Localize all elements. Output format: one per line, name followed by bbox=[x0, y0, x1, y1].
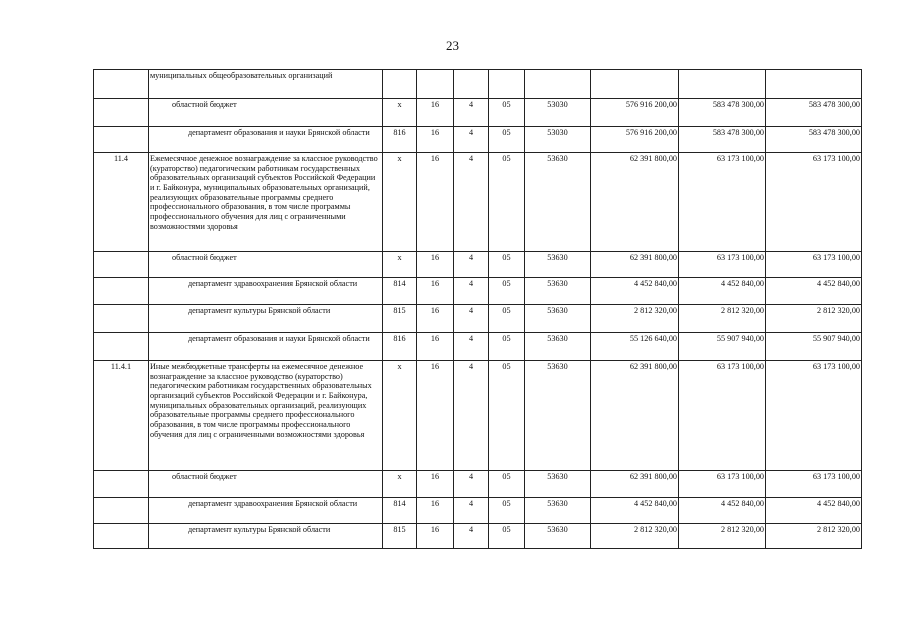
amount-year1-cell: 4 452 840,00 bbox=[591, 498, 679, 524]
department-code-cell: 814 bbox=[383, 278, 417, 305]
amount-year2-cell: 55 907 940,00 bbox=[679, 333, 766, 361]
section-code-cell: 16 bbox=[417, 99, 454, 127]
section-code-cell: 16 bbox=[417, 498, 454, 524]
row-number-cell: 11.4 bbox=[94, 153, 149, 252]
table-row bbox=[94, 471, 862, 498]
expense-code-cell: 53630 bbox=[525, 305, 591, 333]
subsection-code-cell: 4 bbox=[454, 252, 489, 278]
program-code-cell: 05 bbox=[489, 127, 525, 153]
program-code-cell: 05 bbox=[489, 361, 525, 471]
description-cell bbox=[149, 127, 383, 153]
department-code-cell: 816 bbox=[383, 127, 417, 153]
amount-year2-cell: 4 452 840,00 bbox=[679, 498, 766, 524]
table-row bbox=[94, 127, 862, 153]
department-code-cell: x bbox=[383, 99, 417, 127]
department-code-cell: 815 bbox=[383, 524, 417, 549]
amount-year3-cell: 63 173 100,00 bbox=[766, 153, 862, 252]
amount-year2-cell: 4 452 840,00 bbox=[679, 278, 766, 305]
program-code-cell: 05 bbox=[489, 305, 525, 333]
amount-year3-cell: 63 173 100,00 bbox=[766, 471, 862, 498]
row-number-cell bbox=[94, 127, 149, 153]
description-cell bbox=[149, 305, 383, 333]
section-code-cell: 16 bbox=[417, 333, 454, 361]
expense-code-cell: 53630 bbox=[525, 333, 591, 361]
amount-year1-cell: 4 452 840,00 bbox=[591, 278, 679, 305]
description-cell bbox=[149, 252, 383, 278]
description-cell bbox=[149, 99, 383, 127]
description-cell: Ежемесячное денежное вознаграждение за классное руководство (кураторство) педагогическим работникам государственных образовательных организаций субъектов Российской Федерации и г. Байконура, муниципальных образовательных организаций, реализующих образовательные программы среднего профессионального образования, в том числе программы профессионального обучения для лиц с ограниченными возможностями здоровья bbox=[149, 153, 383, 252]
table-row bbox=[94, 305, 862, 333]
subsection-code-cell: 4 bbox=[454, 524, 489, 549]
section-code-cell: 16 bbox=[417, 471, 454, 498]
description-text: областной бюджет bbox=[172, 472, 237, 481]
row-number-cell bbox=[94, 305, 149, 333]
amount-year3-cell: 63 173 100,00 bbox=[766, 252, 862, 278]
row-number-cell bbox=[94, 70, 149, 99]
amount-year1-cell: 55 126 640,00 bbox=[591, 333, 679, 361]
subsection-code-cell: 4 bbox=[454, 333, 489, 361]
amount-year3-cell bbox=[766, 70, 862, 99]
program-code-cell: 05 bbox=[489, 524, 525, 549]
row-number-cell bbox=[94, 333, 149, 361]
table-row bbox=[94, 153, 862, 252]
amount-year3-cell: 2 812 320,00 bbox=[766, 305, 862, 333]
program-code-cell: 05 bbox=[489, 252, 525, 278]
expense-code-cell: 53630 bbox=[525, 361, 591, 471]
description-cell: Иные межбюджетные трансферты на ежемесячное денежное вознаграждение за классное руководство (кураторство) педагогическим работникам государственных образовательных организаций субъектов Российской Федерации и г. Байконура, муниципальных образовательных организаций, реализующих образовательные программы среднего профессионального образования, в том числе программы профессионального обучения для лиц с ограниченными возможностями здоровья bbox=[149, 361, 383, 471]
row-number-cell bbox=[94, 471, 149, 498]
table-row bbox=[94, 99, 862, 127]
table-row bbox=[94, 278, 862, 305]
description-cell bbox=[149, 471, 383, 498]
description-cell: муниципальных общеобразовательных организаций bbox=[149, 70, 383, 99]
amount-year1-cell: 62 391 800,00 bbox=[591, 471, 679, 498]
description-text: областной бюджет bbox=[172, 253, 237, 262]
section-code-cell: 16 bbox=[417, 153, 454, 252]
department-code-cell: x bbox=[383, 471, 417, 498]
table-row bbox=[94, 498, 862, 524]
table-row bbox=[94, 252, 862, 278]
subsection-code-cell: 4 bbox=[454, 471, 489, 498]
amount-year1-cell: 62 391 800,00 bbox=[591, 153, 679, 252]
amount-year2-cell: 63 173 100,00 bbox=[679, 361, 766, 471]
department-code-cell bbox=[383, 70, 417, 99]
description-text: департамент образования и науки Брянской области bbox=[188, 128, 370, 137]
amount-year3-cell: 55 907 940,00 bbox=[766, 333, 862, 361]
amount-year3-cell: 2 812 320,00 bbox=[766, 524, 862, 549]
description-text: областной бюджет bbox=[172, 100, 237, 109]
row-number-cell: 11.4.1 bbox=[94, 361, 149, 471]
amount-year2-cell: 2 812 320,00 bbox=[679, 305, 766, 333]
row-number-cell bbox=[94, 278, 149, 305]
amount-year2-cell: 63 173 100,00 bbox=[679, 153, 766, 252]
table-row bbox=[94, 333, 862, 361]
expense-code-cell bbox=[525, 70, 591, 99]
page-number: 23 bbox=[446, 38, 459, 53]
program-code-cell bbox=[489, 70, 525, 99]
description-cell bbox=[149, 524, 383, 549]
amount-year3-cell: 4 452 840,00 bbox=[766, 498, 862, 524]
table-row bbox=[94, 361, 862, 471]
amount-year2-cell: 63 173 100,00 bbox=[679, 471, 766, 498]
subsection-code-cell: 4 bbox=[454, 361, 489, 471]
section-code-cell: 16 bbox=[417, 524, 454, 549]
amount-year1-cell: 2 812 320,00 bbox=[591, 305, 679, 333]
expense-code-cell: 53630 bbox=[525, 252, 591, 278]
row-number-cell bbox=[94, 99, 149, 127]
expense-code-cell: 53030 bbox=[525, 127, 591, 153]
description-text: департамент культуры Брянской области bbox=[188, 525, 331, 534]
department-code-cell: 815 bbox=[383, 305, 417, 333]
amount-year1-cell bbox=[591, 70, 679, 99]
amount-year1-cell: 576 916 200,00 bbox=[591, 99, 679, 127]
description-cell bbox=[149, 498, 383, 524]
department-code-cell: x bbox=[383, 153, 417, 252]
amount-year1-cell: 576 916 200,00 bbox=[591, 127, 679, 153]
description-cell bbox=[149, 333, 383, 361]
amount-year1-cell: 2 812 320,00 bbox=[591, 524, 679, 549]
subsection-code-cell: 4 bbox=[454, 498, 489, 524]
table-row bbox=[94, 524, 862, 549]
section-code-cell: 16 bbox=[417, 127, 454, 153]
section-code-cell bbox=[417, 70, 454, 99]
expense-code-cell: 53030 bbox=[525, 99, 591, 127]
row-number-cell bbox=[94, 524, 149, 549]
program-code-cell: 05 bbox=[489, 278, 525, 305]
expense-code-cell: 53630 bbox=[525, 471, 591, 498]
amount-year3-cell: 583 478 300,00 bbox=[766, 127, 862, 153]
subsection-code-cell: 4 bbox=[454, 278, 489, 305]
program-code-cell: 05 bbox=[489, 153, 525, 252]
amount-year1-cell: 62 391 800,00 bbox=[591, 361, 679, 471]
description-text: департамент образования и науки Брянской области bbox=[188, 334, 370, 343]
table-row bbox=[94, 70, 862, 99]
amount-year3-cell: 4 452 840,00 bbox=[766, 278, 862, 305]
expense-code-cell: 53630 bbox=[525, 524, 591, 549]
department-code-cell: x bbox=[383, 252, 417, 278]
program-code-cell: 05 bbox=[489, 471, 525, 498]
subsection-code-cell: 4 bbox=[454, 305, 489, 333]
subsection-code-cell: 4 bbox=[454, 99, 489, 127]
subsection-code-cell bbox=[454, 70, 489, 99]
expense-code-cell: 53630 bbox=[525, 498, 591, 524]
budget-table bbox=[93, 69, 862, 549]
description-text: департамент культуры Брянской области bbox=[188, 306, 331, 315]
department-code-cell: 816 bbox=[383, 333, 417, 361]
amount-year2-cell: 63 173 100,00 bbox=[679, 252, 766, 278]
section-code-cell: 16 bbox=[417, 305, 454, 333]
subsection-code-cell: 4 bbox=[454, 127, 489, 153]
amount-year2-cell: 583 478 300,00 bbox=[679, 127, 766, 153]
description-text: департамент здравоохранения Брянской области bbox=[188, 499, 358, 508]
expense-code-cell: 53630 bbox=[525, 153, 591, 252]
amount-year3-cell: 583 478 300,00 bbox=[766, 99, 862, 127]
description-text: департамент здравоохранения Брянской области bbox=[188, 279, 358, 288]
amount-year2-cell bbox=[679, 70, 766, 99]
program-code-cell: 05 bbox=[489, 333, 525, 361]
amount-year2-cell: 2 812 320,00 bbox=[679, 524, 766, 549]
department-code-cell: x bbox=[383, 361, 417, 471]
program-code-cell: 05 bbox=[489, 99, 525, 127]
program-code-cell: 05 bbox=[489, 498, 525, 524]
section-code-cell: 16 bbox=[417, 278, 454, 305]
subsection-code-cell: 4 bbox=[454, 153, 489, 252]
expense-code-cell: 53630 bbox=[525, 278, 591, 305]
amount-year2-cell: 583 478 300,00 bbox=[679, 99, 766, 127]
description-cell bbox=[149, 278, 383, 305]
row-number-cell bbox=[94, 498, 149, 524]
amount-year1-cell: 62 391 800,00 bbox=[591, 252, 679, 278]
department-code-cell: 814 bbox=[383, 498, 417, 524]
amount-year3-cell: 63 173 100,00 bbox=[766, 361, 862, 471]
section-code-cell: 16 bbox=[417, 252, 454, 278]
section-code-cell: 16 bbox=[417, 361, 454, 471]
row-number-cell bbox=[94, 252, 149, 278]
